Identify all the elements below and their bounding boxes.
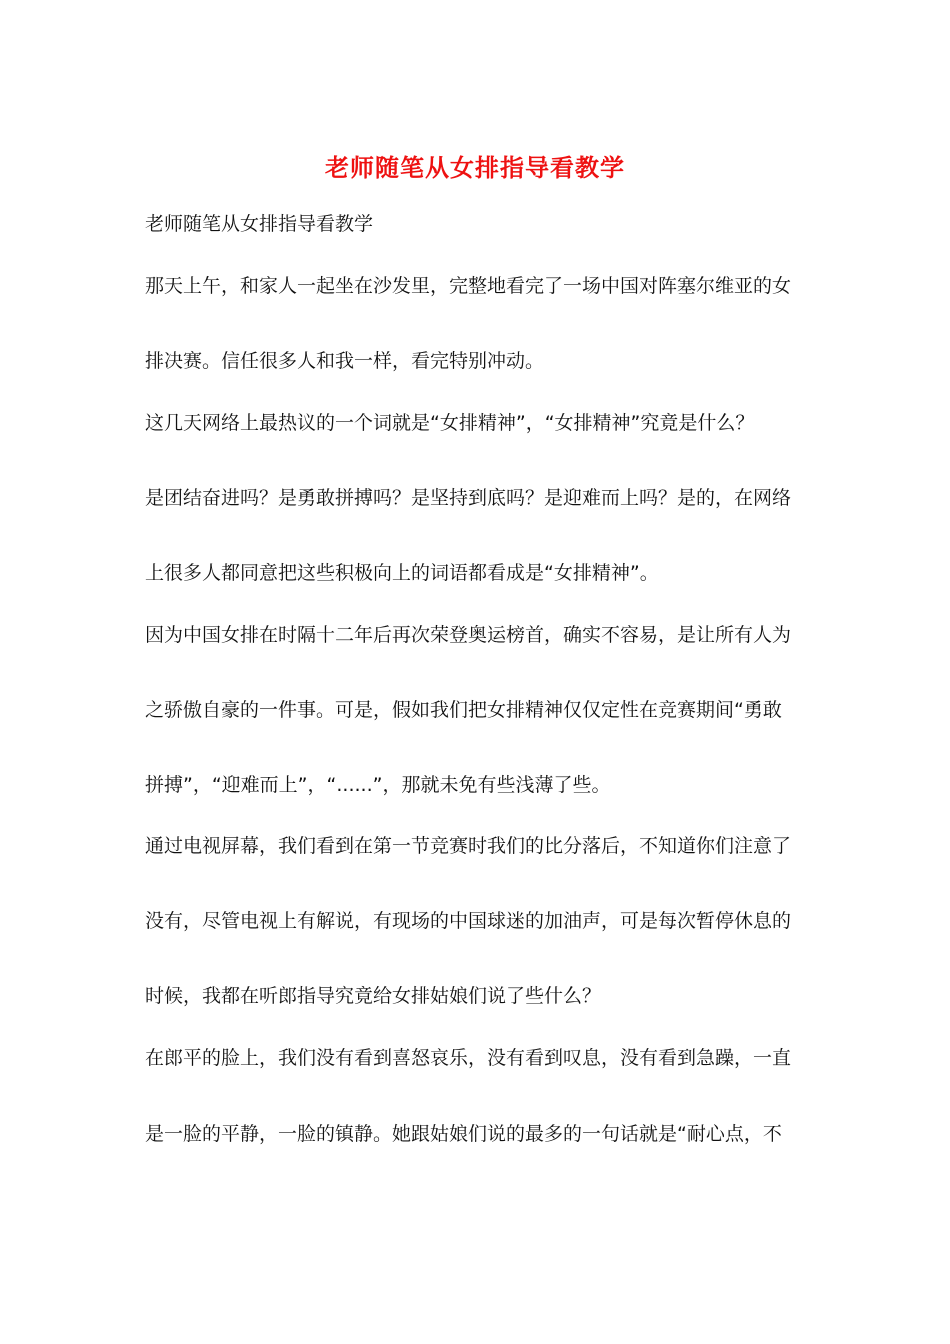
paragraph-line: 没有，尽管电视上有解说，有现场的中国球迷的加油声，可是每次暂停休息的: [145, 910, 792, 932]
paragraph-line: 之骄傲自豪的一件事。可是，假如我们把女排精神仅仅定性在竞赛期间“勇敢: [145, 699, 782, 721]
paragraph-line: 是团结奋进吗？是勇敢拼搏吗？是坚持到底吗？是迎难而上吗？是的，在网络: [145, 487, 792, 509]
paragraph-line: 因为中国女排在时隔十二年后再次荣登奥运榜首，确实不容易，是让所有人为: [145, 624, 792, 646]
paragraph-line: 那天上午，和家人一起坐在沙发里，完整地看完了一场中国对阵塞尔维亚的女: [145, 275, 792, 297]
paragraph-line: 时候，我都在听郎指导究竟给女排姑娘们说了些什么？: [145, 985, 602, 1007]
paragraph-line: 这几天网络上最热议的一个词就是“女排精神”，“女排精神”究竟是什么？: [145, 412, 755, 434]
paragraph-line: 在郎平的脸上，我们没有看到喜怒哀乐，没有看到叹息，没有看到急躁，一直: [145, 1047, 792, 1069]
paragraph-line: 排决赛。信任很多人和我一样，看完特别冲动。: [145, 350, 545, 372]
document-subtitle: 老师随笔从女排指导看教学: [145, 213, 374, 235]
document-title: 老师随笔从女排指导看教学: [325, 153, 625, 182]
paragraph-line: 通过电视屏幕，我们看到在第一节竞赛时我们的比分落后，不知道你们注意了: [145, 835, 792, 857]
paragraph-line: 上很多人都同意把这些积极向上的词语都看成是“女排精神”。: [145, 562, 659, 584]
paragraph-line: 是一脸的平静，一脸的镇静。她跟姑娘们说的最多的一句话就是“耐心点，不: [145, 1123, 782, 1145]
paragraph-line: 拼搏”，“迎难而上”，“......”，那就未免有些浅薄了些。: [145, 774, 611, 796]
